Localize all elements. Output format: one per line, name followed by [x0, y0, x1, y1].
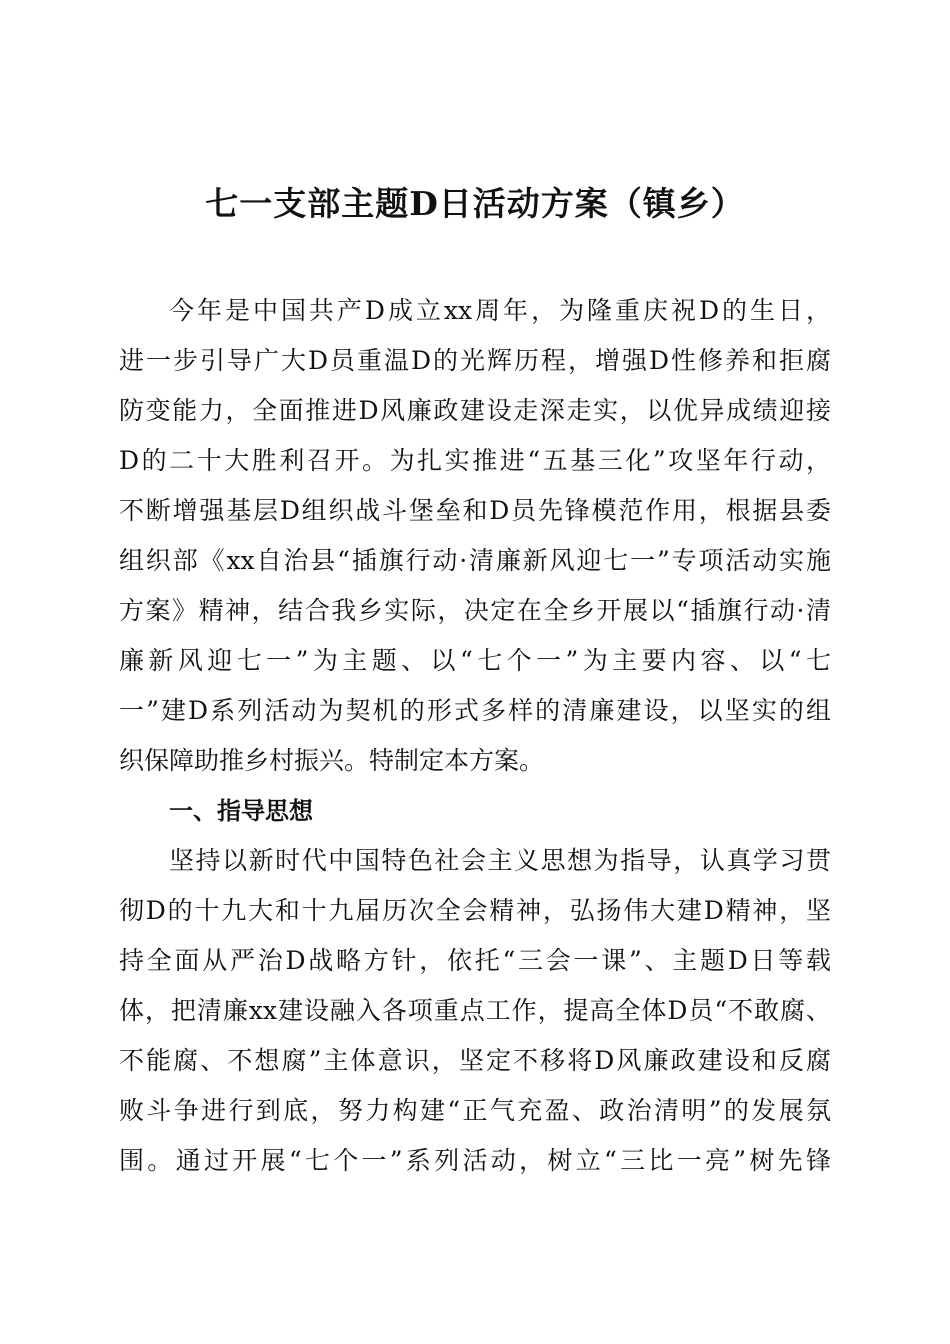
intro-line-3: 防变能力，全面推进D风廉政建设走深走实，以优异成绩迎接 — [119, 396, 831, 425]
section-heading-guiding-thought: 一、指导思想 — [169, 797, 313, 825]
section1-line-3: 持全面从严治D战略方针，依托“三会一课”、主题D日等载 — [119, 946, 831, 975]
section1-line-4: 体，把清廉xx建设融入各项重点工作，提高全体D员“不敢腐、 — [119, 996, 831, 1025]
section1-line-6: 败斗争进行到底，努力构建“正气充盈、政治清明”的发展氛 — [119, 1096, 831, 1125]
intro-line-5: 不断增强基层D组织战斗堡垒和D员先锋模范作用，根据县委 — [119, 496, 831, 525]
section1-line-7: 围。通过开展“七个一”系列活动，树立“三比一亮”树先锋 — [119, 1146, 831, 1175]
intro-line-2: 进一步引导广大D员重温D的光辉历程，增强D性修养和拒腐 — [119, 346, 831, 375]
intro-line-8: 廉新风迎七一”为主题、以“七个一”为主要内容、以“七 — [119, 646, 831, 675]
intro-line-6: 组织部《xx自治县“插旗行动·清廉新风迎七一”专项活动实施 — [119, 546, 831, 575]
document-title: 七一支部主题D日活动方案（镇乡） — [205, 184, 745, 223]
intro-line-7: 方案》精神，结合我乡实际，决定在全乡开展以“插旗行动·清 — [119, 596, 831, 625]
intro-line-1: 今年是中国共产D成立xx周年，为隆重庆祝D的生日， — [169, 296, 831, 325]
section1-line-1: 坚持以新时代中国特色社会主义思想为指导，认真学习贯 — [169, 846, 831, 875]
intro-line-4: D的二十大胜利召开。为扎实推进“五基三化”攻坚年行动， — [119, 446, 831, 475]
intro-line-10: 织保障助推乡村振兴。特制定本方案。 — [119, 746, 545, 775]
section1-line-5: 不能腐、不想腐”主体意识，坚定不移将D风廉政建设和反腐 — [119, 1046, 831, 1075]
intro-line-9: 一”建D系列活动为契机的形式多样的清廉建设，以坚实的组 — [119, 696, 831, 725]
section1-line-2: 彻D的十九大和十九届历次全会精神，弘扬伟大建D精神，坚 — [119, 896, 831, 925]
